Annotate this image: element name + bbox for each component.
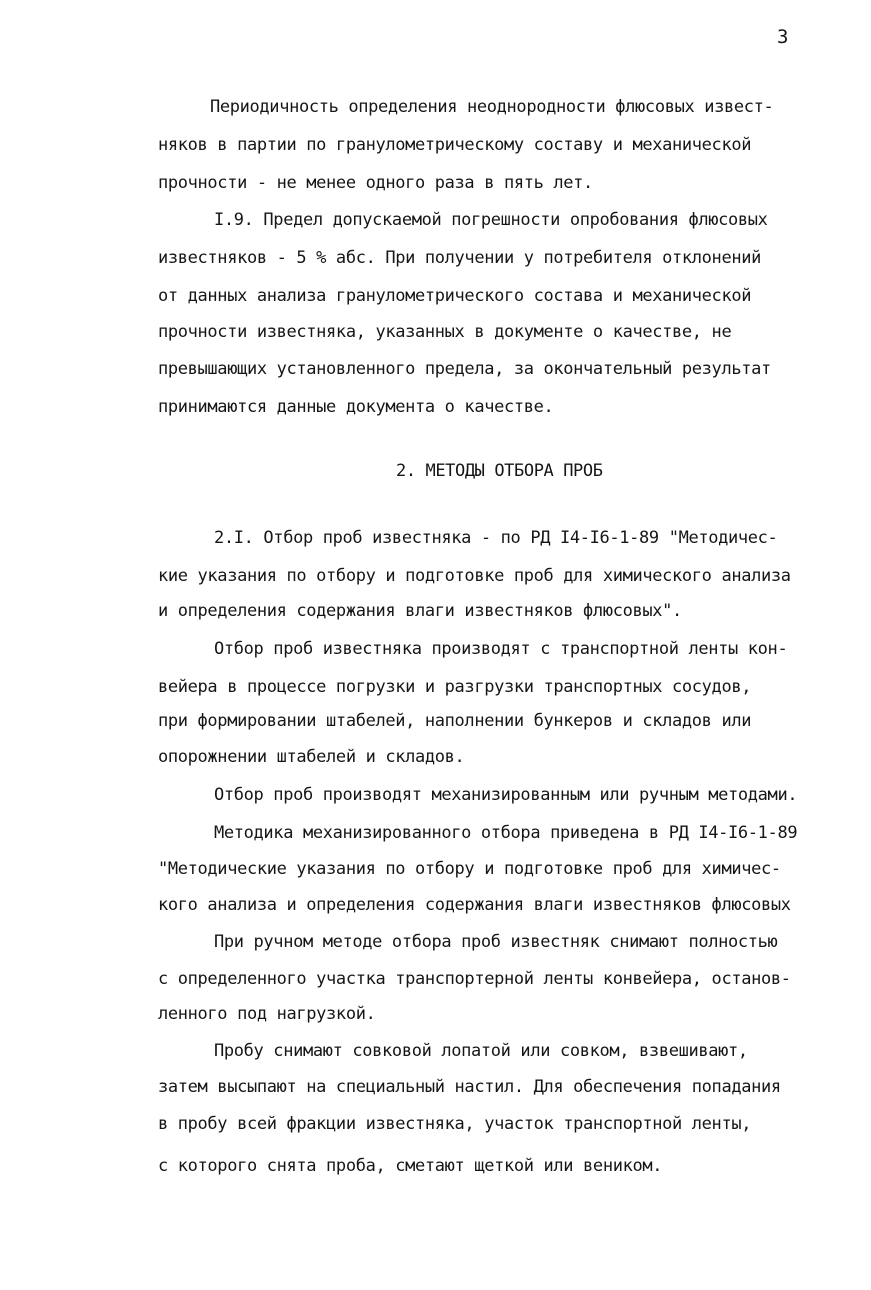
text-line: с которого снята проба, сметают щеткой или веником. [158,1156,663,1176]
text-line: при формировании штабелей, наполнении бункеров и складов или [158,711,752,731]
text-line: кого анализа и определения содержания влаги известняков флюсовых [158,895,791,915]
text-line: При ручном методе отбора проб известняк снимают полностью [214,932,778,952]
text-line: ленного под нагрузкой. [158,1004,376,1024]
text-line: Отбор проб производят механизированным или ручным методами. [214,785,798,805]
text-line: и определения содержания влаги известняков флюсовых". [158,601,682,621]
text-line: прочности - не менее одного раза в пять лет. [158,173,593,193]
section-heading: 2. МЕТОДЫ ОТБОРА ПРОБ [396,461,603,481]
text-line: принимаются данные документа о качестве. [158,397,554,417]
text-line: превышающих установленного предела, за окончательный результат [158,359,771,379]
text-line: Методика механизированного отбора приведена в РД I4-I6-1-89 [214,823,798,843]
text-line: Периодичность определения неоднородности флюсовых извест- [210,97,774,117]
text-line: "Методические указания по отбору и подготовке проб для химичес- [158,859,781,879]
text-line: вейера в процессе погрузки и разгрузки транспортных сосудов, [158,677,752,697]
text-line: с определенного участка транспортерной ленты конвейера, останов- [158,969,791,989]
text-line: Отбор проб известняка производят с транспортной ленты кон- [214,639,788,659]
text-line: в пробу всей фракции известняка, участок транспортной ленты, [158,1114,752,1134]
text-line: прочности известняка, указанных в документе о качестве, не [158,322,732,342]
text-line: опорожнении штабелей и складов. [158,747,465,767]
text-line: няков в партии по гранулометрическому составу и механической [158,135,752,155]
page-number: 3 [777,26,789,48]
text-line: затем высыпают на специальный настил. Для обеспечения попадания [158,1077,781,1097]
text-line: I.9. Предел допускаемой погрешности опробования флюсовых [214,210,768,230]
text-line: известняков - 5 % абс. При получении у потребителя отклонений [158,248,761,268]
text-line: 2.I. Отбор проб известняка - по РД I4-I6-1-89 "Методичес- [214,528,778,548]
text-line: Пробу снимают совковой лопатой или совком, взвешивают, [214,1041,748,1061]
text-line: кие указания по отбору и подготовке проб для химического анализа [158,566,791,586]
text-line: от данных анализа гранулометрического состава и механической [158,286,752,306]
